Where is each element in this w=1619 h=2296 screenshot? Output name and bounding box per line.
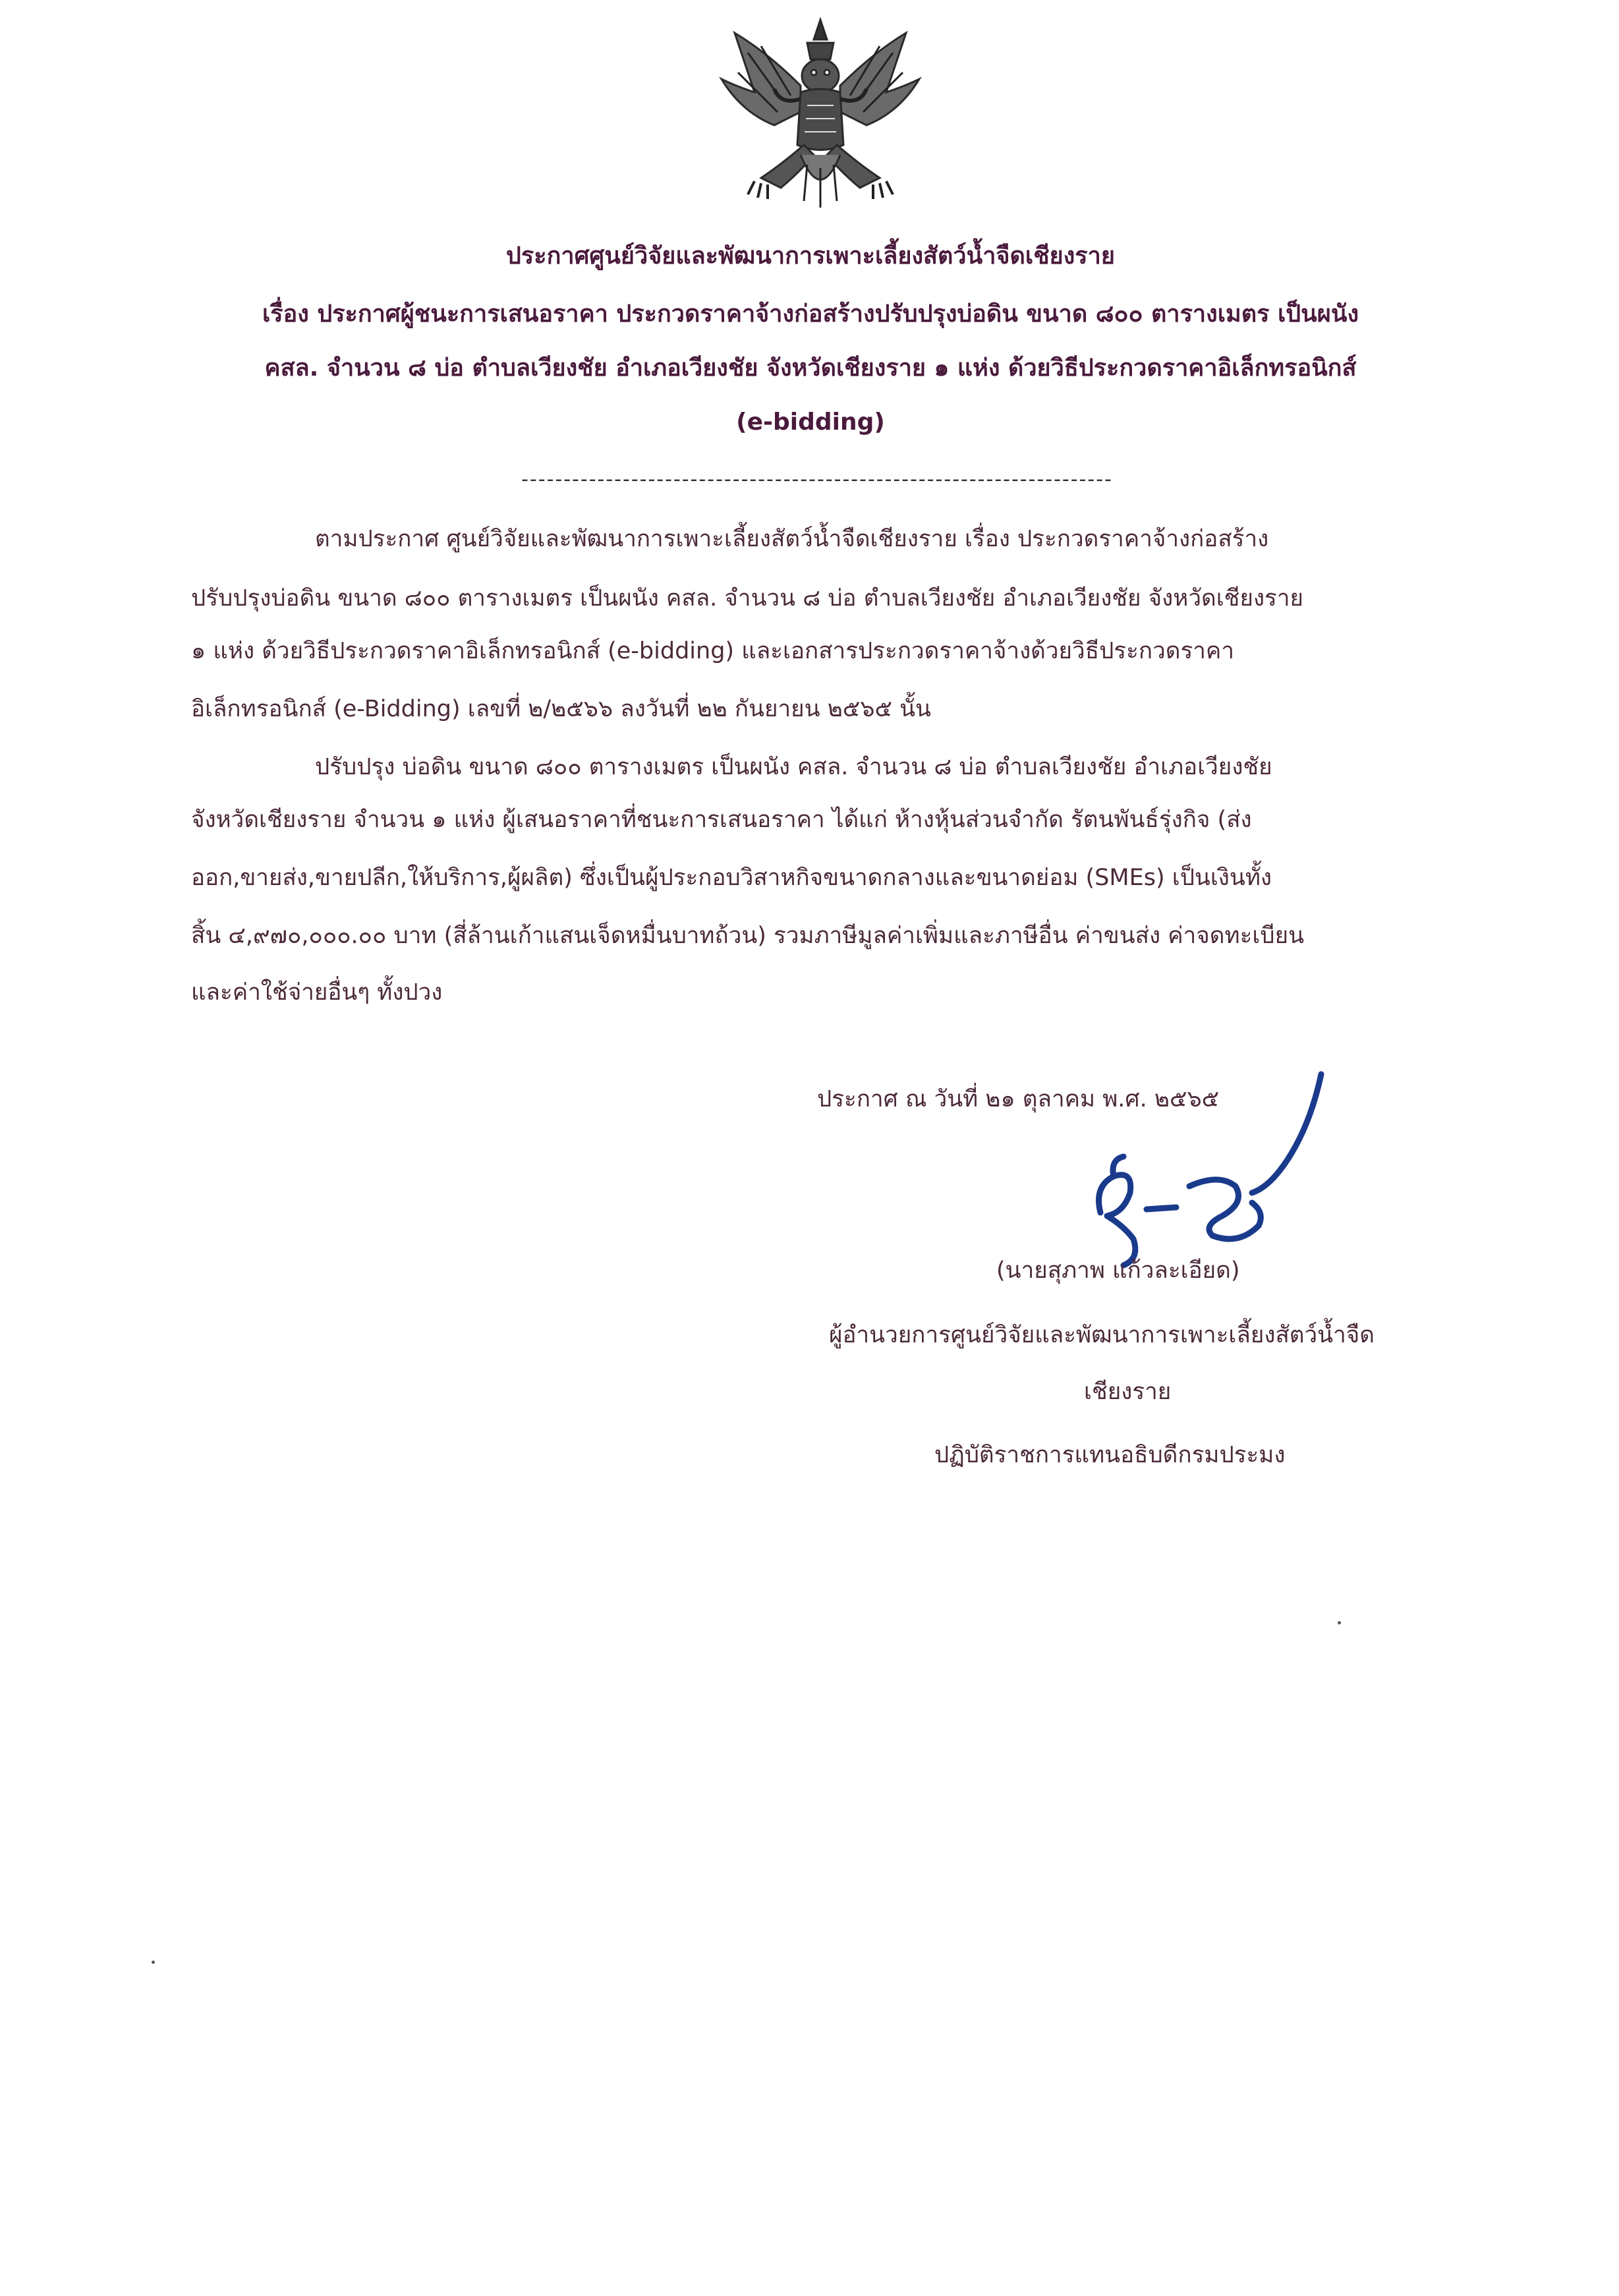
handwritten-signature-icon (1061, 1061, 1338, 1285)
paragraph2-line: และค่าใช้จ่ายอื่นๆ ทั้งปวง (191, 979, 443, 1006)
paragraph1-line: ปรับปรุงบ่อดิน ขนาด ๘๐๐ ตารางเมตร เป็นผนัง คสล. จำนวน ๘ บ่อ ตำบลเวียงชัย อำเภอเวียงชัย จังหวัดเชียงราย (191, 585, 1303, 612)
scan-speck (152, 1961, 155, 1964)
signer-name: (นายสุภาพ แก้วละเอียด) (996, 1257, 1240, 1284)
paragraph2-line: จังหวัดเชียงราย จำนวน ๑ แห่ง ผู้เสนอราคาที่ชนะการเสนอราคา ได้แก่ ห้างหุ้นส่วนจำกัด รัตนพันธ์รุ่งกิจ (ส่ง (191, 807, 1252, 833)
subject-line: เรื่อง ประกาศผู้ชนะการเสนอราคา ประกวดราคาจ้างก่อสร้างปรับปรุงบ่อดิน ขนาด ๘๐๐ ตารางเมตร เป็นผนัง (262, 301, 1359, 328)
paragraph1-line: ๑ แห่ง ด้วยวิธีประกวดราคาอิเล็กทรอนิกส์ (e-bidding) และเอกสารประกวดราคาจ้างด้วยวิธีประกวดราคา (191, 638, 1234, 664)
separator-line: ---------------------------------------------------------------------- (521, 468, 1113, 491)
subject-line: (e-bidding) (736, 409, 885, 436)
paragraph2-line: ออก,ขายส่ง,ขายปลีก,ให้บริการ,ผู้ผลิต) ซึ่งเป็นผู้ประกอบวิสาหกิจขนาดกลางและขนาดย่อม (SMEs) เป็นเงินทั้ง (191, 865, 1272, 891)
title-org-text: ประกาศศูนย์วิจัยและพัฒนาการเพาะเลี้ยงสัตว์น้ำจืดเชียงราย (506, 243, 1115, 270)
subject-block (158, 287, 1463, 449)
scan-speck (1338, 1621, 1341, 1624)
title-org (158, 229, 1463, 283)
position-line: ผู้อำนวยการศูนย์วิจัยและพัฒนาการเพาะเลี้ยงสัตว์น้ำจืด (829, 1322, 1375, 1348)
paragraph2-line: ปรับปรุง บ่อดิน ขนาด ๘๐๐ ตารางเมตร เป็นผนัง คสล. จำนวน ๘ บ่อ ตำบลเวียงชัย อำเภอเวียงชัย (315, 754, 1272, 780)
paragraph1-line: ตามประกาศ ศูนย์วิจัยและพัฒนาการเพาะเลี้ยงสัตว์น้ำจืดเชียงราย เรื่อง ประกวดราคาจ้างก่อสร้าง (315, 526, 1269, 552)
acting-for-line: ปฏิบัติราชการแทนอธิบดีกรมประมง (934, 1442, 1286, 1468)
position-line: เชียงราย (1084, 1379, 1172, 1405)
subject-line: คสล. จำนวน ๘ บ่อ ตำบลเวียงชัย อำเภอเวียงชัย จังหวัดเชียงราย ๑ แห่ง ด้วยวิธีประกวดราคาอิเล็กทรอนิกส์ (264, 355, 1357, 382)
paragraph1-line: อิเล็กทรอนิกส์ (e-Bidding) เลขที่ ๒/๒๕๖๖ ลงวันที่ ๒๒ กันยายน ๒๕๖๕ นั้น (191, 696, 931, 722)
paragraph2-line: สิ้น ๔,๙๗๐,๐๐๐.๐๐ บาท (สี่ล้านเก้าแสนเจ็ดหมื่นบาทถ้วน) รวมภาษีมูลค่าเพิ่มและภาษีอื่น ค่าขนส่ง ค่าจดทะเบียน (191, 923, 1305, 949)
garuda-emblem-icon (708, 13, 932, 211)
announce-date: ประกาศ ณ วันที่ ๒๑ ตุลาคม พ.ศ. ๒๕๖๕ (817, 1086, 1220, 1112)
